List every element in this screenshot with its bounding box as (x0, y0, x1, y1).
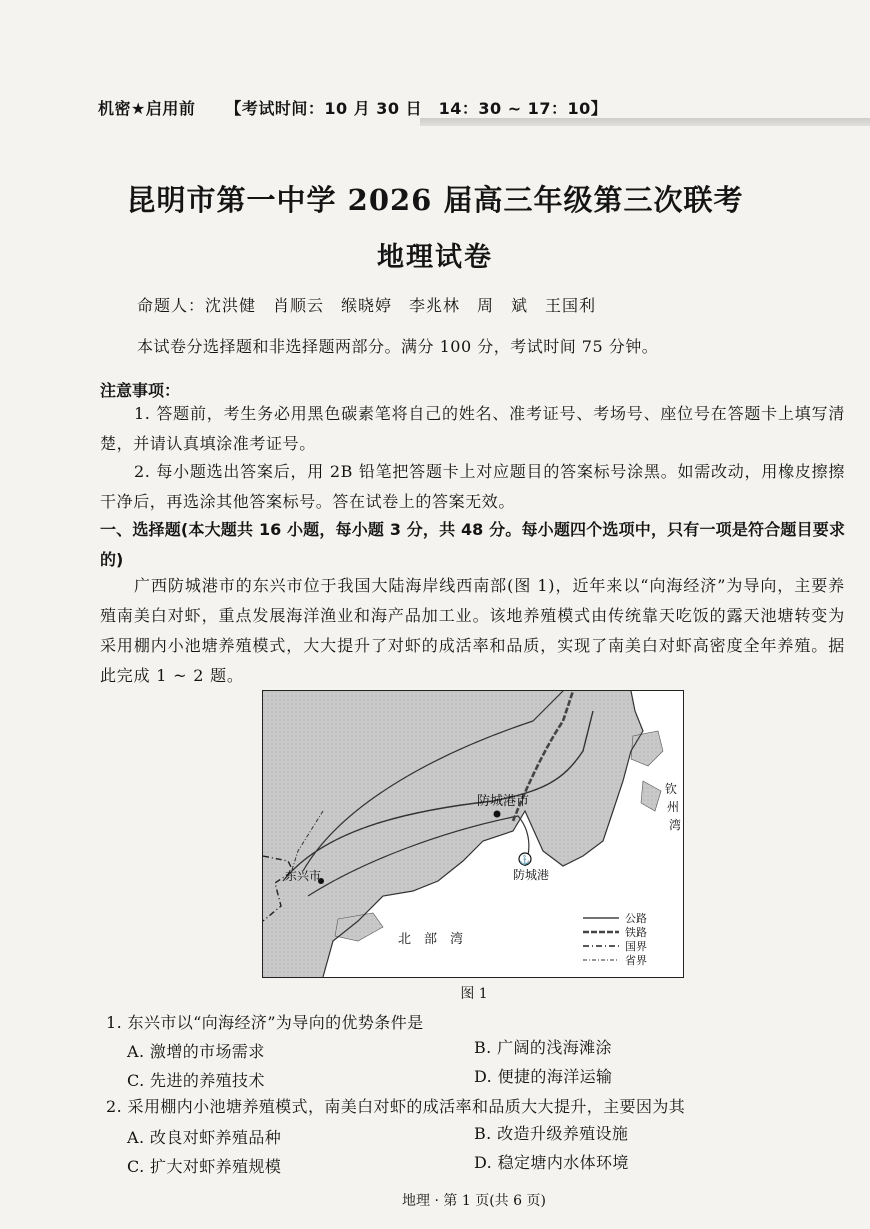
label-qinzhou-3: 湾 (669, 818, 682, 832)
legend-railway: 铁路 (625, 926, 647, 939)
paper-intro: 本试卷分选择题和非选择题两部分。满分 100 分，考试时间 75 分钟。 (137, 337, 659, 356)
q2-option-c: C. 扩大对虾养殖规模 (127, 1157, 282, 1176)
label-dongxing: 东兴市 (285, 869, 322, 883)
q2-option-a: A. 改良对虾养殖品种 (127, 1128, 282, 1147)
paper-title: 昆明市第一中学 2026 届高三年级第三次联考 (126, 183, 744, 217)
label-beibu-bay: 北 部 湾 (398, 932, 464, 947)
legend-provincial-border: 省界 (625, 954, 647, 967)
q1-option-c: C. 先进的养殖技术 (127, 1071, 265, 1090)
q2-option-d: D. 稳定塘内水体环境 (474, 1153, 629, 1172)
question-1-stem: 1. 东兴市以“向海经济”为导向的优势条件是 (106, 1013, 424, 1032)
label-qinzhou-1: 钦 (665, 782, 678, 796)
section-heading: 一、选择题(本大题共 16 小题，每小题 3 分，共 48 分。每小题四个选项中，只有一项是符合题目要求的) (100, 520, 845, 569)
question-2-stem: 2. 采用棚内小池塘养殖模式，南美白对虾的成活率和品质大大提升，主要因为其 (106, 1097, 686, 1116)
scan-artifact (420, 118, 870, 126)
exam-header (98, 96, 607, 119)
q2-option-b: B. 改造升级养殖设施 (474, 1124, 629, 1143)
legend-national-border: 国界 (625, 940, 647, 953)
figure-caption: 图 1 (460, 986, 488, 1002)
anchor-glyph-icon: ⚓ (519, 856, 531, 866)
q1-option-d: D. 便捷的海洋运输 (474, 1067, 613, 1086)
confidential-label: 机密★启用前 (98, 99, 196, 118)
map-svg (263, 691, 683, 977)
label-fangchenggang-port: 防城港 (513, 868, 550, 882)
label-fangchenggang-city: 防城港市 (477, 794, 530, 809)
q1-option-a: A. 激增的市场需求 (127, 1042, 265, 1061)
q1-option-b: B. 广阔的浅海滩涂 (474, 1038, 612, 1057)
authors-line: 命题人：沈洪健 肖顺云 缑晓婷 李兆林 周 斌 王国利 (137, 296, 597, 315)
figure-1-map (262, 690, 684, 978)
legend-road: 公路 (625, 912, 647, 925)
note-item-2: 2. 每小题选出答案后，用 2B 铅笔把答题卡上对应题目的答案标号涂黑。如需改动，用橡皮擦擦干净后，再选涂其他答案标号。答在试卷上的答案无效。 (100, 462, 845, 511)
material-paragraph: 广西防城港市的东兴市位于我国大陆海岸线西南部(图 1)，近年来以“向海经济”为导向，主要养殖南美白对虾，重点发展海洋渔业和海产品加工业。该地养殖模式由传统靠天吃饭的露天池塘转变为采用棚内小池塘养殖模式，大大提升了对虾的成活率和品质，实现了南美白对虾高密度全年养殖。据此完成 1 ~ 2 题。 (100, 576, 845, 685)
label-qinzhou-2: 州 (667, 800, 680, 814)
exam-time: 【考试时间：10 月 30 日 14：30 ~ 17：10】 (225, 99, 608, 118)
paper-subtitle: 地理试卷 (377, 242, 493, 273)
note-item-1: 1. 答题前，考生务必用黑色碳素笔将自己的姓名、准考证号、考场号、座位号在答题卡上填写清楚，并请认真填涂准考证号。 (100, 404, 845, 453)
page-footer: 地理 · 第 1 页(共 6 页) (402, 1193, 546, 1209)
city-marker-fangchenggang (494, 811, 501, 818)
notes-title: 注意事项： (100, 381, 181, 400)
